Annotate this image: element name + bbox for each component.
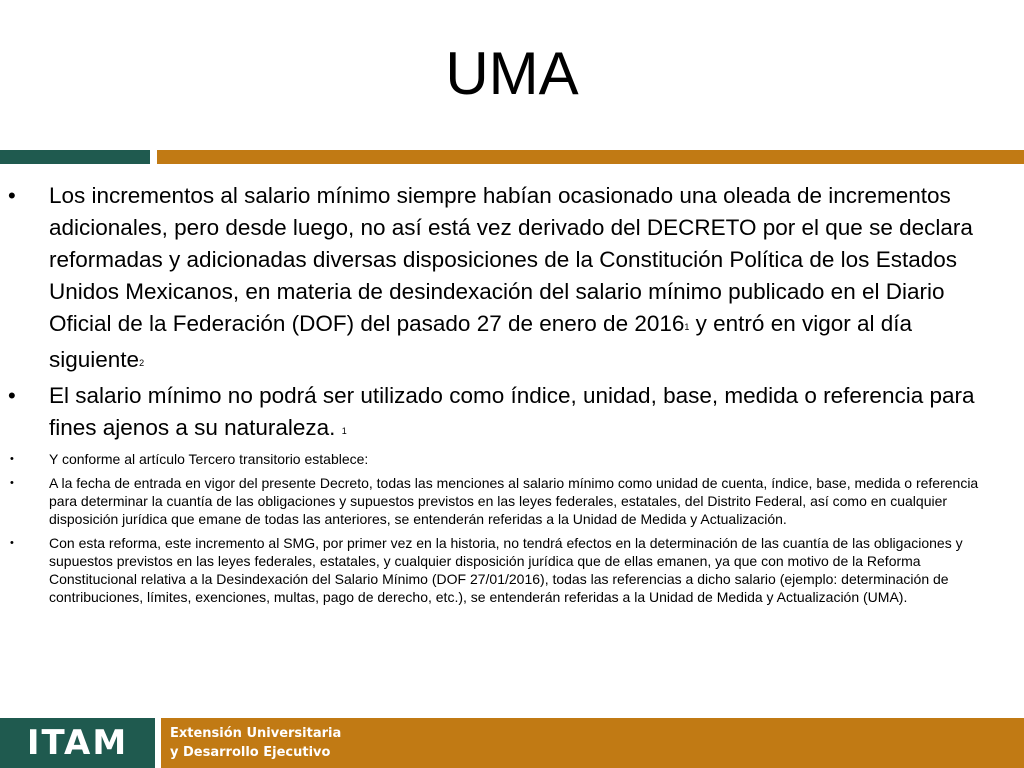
bullet-glyph: • — [8, 383, 16, 408]
bullet-item-5 — [0, 534, 1024, 606]
footnote-marker: 1 — [684, 322, 690, 332]
itam-logo: ITAM — [26, 723, 129, 763]
bullet-glyph: • — [10, 537, 14, 549]
footnote-marker: 2 — [139, 358, 145, 368]
header-band-teal — [0, 150, 150, 164]
footer-line-1: Extensión Universitaria — [170, 726, 342, 741]
bullet-text: Con esta reforma, este incremento al SMG, por primer vez en la historia, no tendrá efectos en la determinación de las cuantía de las obligaciones y supuestos previstos en las leyes federales, estatales, y cualquier disposición jurídica que de ellas emanen, ya que con motivo de la Reforma Constitucional relativa a la Desindexación del Salario Mínimo (DOF 27/01/2016), todas las referencias a dicho salario (ejemplo: determinación de contribuciones, límites, exenciones, multas, pago de derecho, etc.), se entenderán referidas a la Unidad de Medida y Actualización (UMA). — [49, 535, 963, 605]
bullet-item-2 — [0, 380, 1024, 448]
bullet-item-3 — [0, 450, 1024, 468]
footer-line-2: y Desarrollo Ejecutivo — [170, 745, 331, 760]
bullet-text: Y conforme al artículo Tercero transitorio establece: — [49, 451, 369, 467]
bullet-text-continued: y entró en vigor al día siguiente — [49, 311, 913, 372]
footer-department — [170, 724, 341, 762]
bullet-glyph: • — [10, 453, 14, 465]
footnote-marker: 1 — [341, 426, 347, 436]
bullet-item-1 — [0, 180, 1024, 380]
bullet-item-4 — [0, 474, 1024, 528]
bullet-glyph: • — [10, 477, 14, 489]
bullet-text: El salario mínimo no podrá ser utilizado como índice, unidad, base, medida o referencia para fines ajenos a su naturaleza. — [49, 383, 975, 440]
bullet-glyph: • — [8, 183, 16, 208]
slide-title: UMA — [445, 40, 579, 107]
header-band-gold — [157, 150, 1024, 164]
slide-body — [0, 180, 1024, 606]
bullet-text: Los incrementos al salario mínimo siempre habían ocasionado una oleada de incrementos adicionales, pero desde luego, no así está vez derivado del DECRETO por el que se declara reformadas y adicionadas diversas disposiciones de la Constitución Política de los Estados Unidos Mexicanos, en materia de desindexación del salario mínimo publicado en el Diario Oficial de la Federación (DOF) del pasado 27 de enero de 2016 — [49, 183, 973, 336]
bullet-text: A la fecha de entrada en vigor del presente Decreto, todas las menciones al salario mínimo como unidad de cuenta, índice, base, medida o referencia para determinar la cuantía de las obligaciones y supuestos previstos en las leyes federales, estatales, del Distrito Federal, así como en cualquier disposición jurídica que emane de todas las anteriores, se entenderán referidas a la Unidad de Medida y Actualización. — [49, 475, 979, 527]
footer-bar — [0, 718, 1024, 768]
